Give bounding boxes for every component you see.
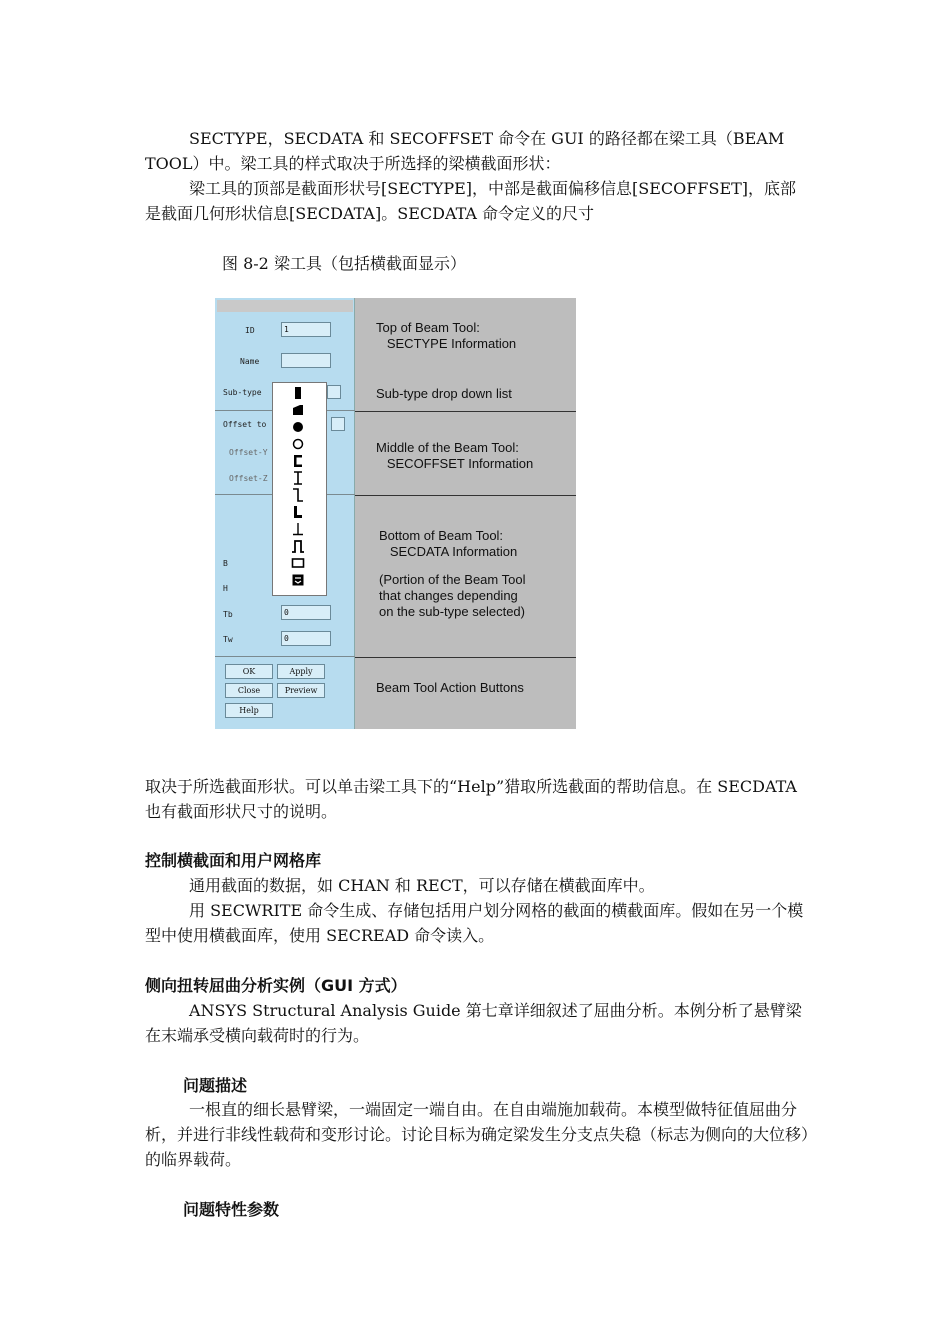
csolid-icon[interactable] [291, 420, 305, 434]
hats-icon[interactable] [291, 539, 305, 553]
preview-button[interactable]: Preview [277, 683, 325, 698]
tb-label: Tb [223, 610, 233, 619]
annotation-bottom: Bottom of Beam Tool: SECDATA Information [379, 528, 518, 559]
divider-top-middle [355, 411, 576, 412]
apply-button[interactable]: Apply [277, 664, 325, 679]
paragraph-beam-tool-layout: 梁工具的顶部是截面形状号[SECTYPE]，中部是截面偏移信息[SECOFFSET]，底部是截面几何形状信息[SECDATA]。SECDATA 命令定义的尺寸 [145, 179, 797, 223]
bottom-separator [215, 656, 355, 657]
tw-label: Tw [223, 635, 233, 644]
paragraph-problem-description: 一根直的细长悬臂梁，一端固定一端自由。在自由端施加载荷。本模型做特征值屈曲分析，并进行非线性载荷和变形讨论。讨论目标为确定梁发生分支点失稳（标志为侧向的大位移）的临界载荷。 [145, 1100, 810, 1169]
beam-tool-panel [215, 298, 355, 729]
paragraph-sectype-help: 取决于所选截面形状。可以单击梁工具下的“Help”猎取所选截面的帮助信息。在 SECDATA 也有截面形状尺寸的说明。 [145, 777, 797, 821]
tw-field[interactable]: 0 [281, 631, 331, 646]
l-icon[interactable] [291, 505, 305, 519]
offset-label: Offset to [223, 420, 267, 429]
offset-dropdown-button[interactable] [331, 417, 345, 431]
heading-problem-description: 问题描述 [183, 1076, 248, 1095]
tb-field[interactable]: 0 [281, 605, 331, 620]
heading-problem-parameters: 问题特性参数 [183, 1200, 280, 1219]
annotation-actions: Beam Tool Action Buttons [376, 680, 524, 695]
subtype-dropdown-button[interactable] [327, 385, 341, 399]
rect-icon[interactable] [291, 386, 305, 400]
paragraph-library-data: 通用截面的数据，如 CHAN 和 RECT，可以存储在横截面库中。 [189, 876, 655, 895]
b-label: B [223, 559, 228, 568]
annotation-subtype: Sub-type drop down list [376, 386, 512, 401]
close-button[interactable]: Close [225, 683, 273, 698]
figure-caption: 图 8-2 梁工具（包括横截面显示） [222, 254, 466, 273]
name-field[interactable] [281, 353, 331, 368]
annotation-top: Top of Beam Tool: SECTYPE Information [376, 320, 517, 351]
paragraph-beam-tool-path: SECTYPE，SECDATA 和 SECOFFSET 命令在 GUI 的路径都在梁工具（BEAM TOOL）中。梁工具的样式取决于所选择的梁横截面形状： [145, 129, 785, 173]
subtype-dropdown-list[interactable] [272, 382, 327, 596]
heading-buckling-example: 侧向扭转屈曲分析实例（GUI 方式） [145, 976, 407, 995]
annotation-middle: Middle of the Beam Tool: SECOFFSET Information [376, 440, 534, 471]
offset-z-label: Offset-Z [229, 474, 268, 483]
h-label: H [223, 584, 228, 593]
chan-icon[interactable] [291, 454, 305, 468]
offset-y-label: Offset-Y [229, 448, 268, 457]
quad-icon[interactable] [291, 403, 305, 417]
paragraph-secwrite: 用 SECWRITE 命令生成、存储包括用户划分网格的截面的横截面库。假如在另一个模型中使用横截面库，使用 SECREAD 命令读入。 [145, 901, 804, 945]
beam-tool-figure [215, 298, 576, 729]
panel-title-bar [217, 300, 353, 312]
divider-bottom-actions [355, 657, 576, 658]
heading-section-library: 控制横截面和用户网格库 [145, 851, 322, 870]
t-icon[interactable] [291, 522, 305, 536]
ok-button[interactable]: OK [225, 664, 273, 679]
paragraph-buckling-intro: ANSYS Structural Analysis Guide 第七章详细叙述了屈曲分析。本例分析了悬臂梁在末端承受横向载荷时的行为。 [145, 1001, 802, 1045]
help-button[interactable]: Help [225, 703, 273, 718]
annotation-bottom-note: (Portion of the Beam Tool that changes depending on the sub-type selected) [379, 572, 526, 619]
ctube-icon[interactable] [291, 437, 305, 451]
z-icon[interactable] [291, 488, 305, 502]
divider-middle-bottom [355, 495, 576, 496]
id-field[interactable]: 1 [281, 322, 331, 337]
i-beam-icon[interactable] [291, 471, 305, 485]
hrec-icon[interactable] [291, 556, 305, 570]
name-label: Name [240, 357, 260, 366]
asec-icon[interactable] [291, 573, 305, 587]
id-label: ID [245, 326, 255, 335]
subtype-label: Sub-type [223, 388, 262, 397]
